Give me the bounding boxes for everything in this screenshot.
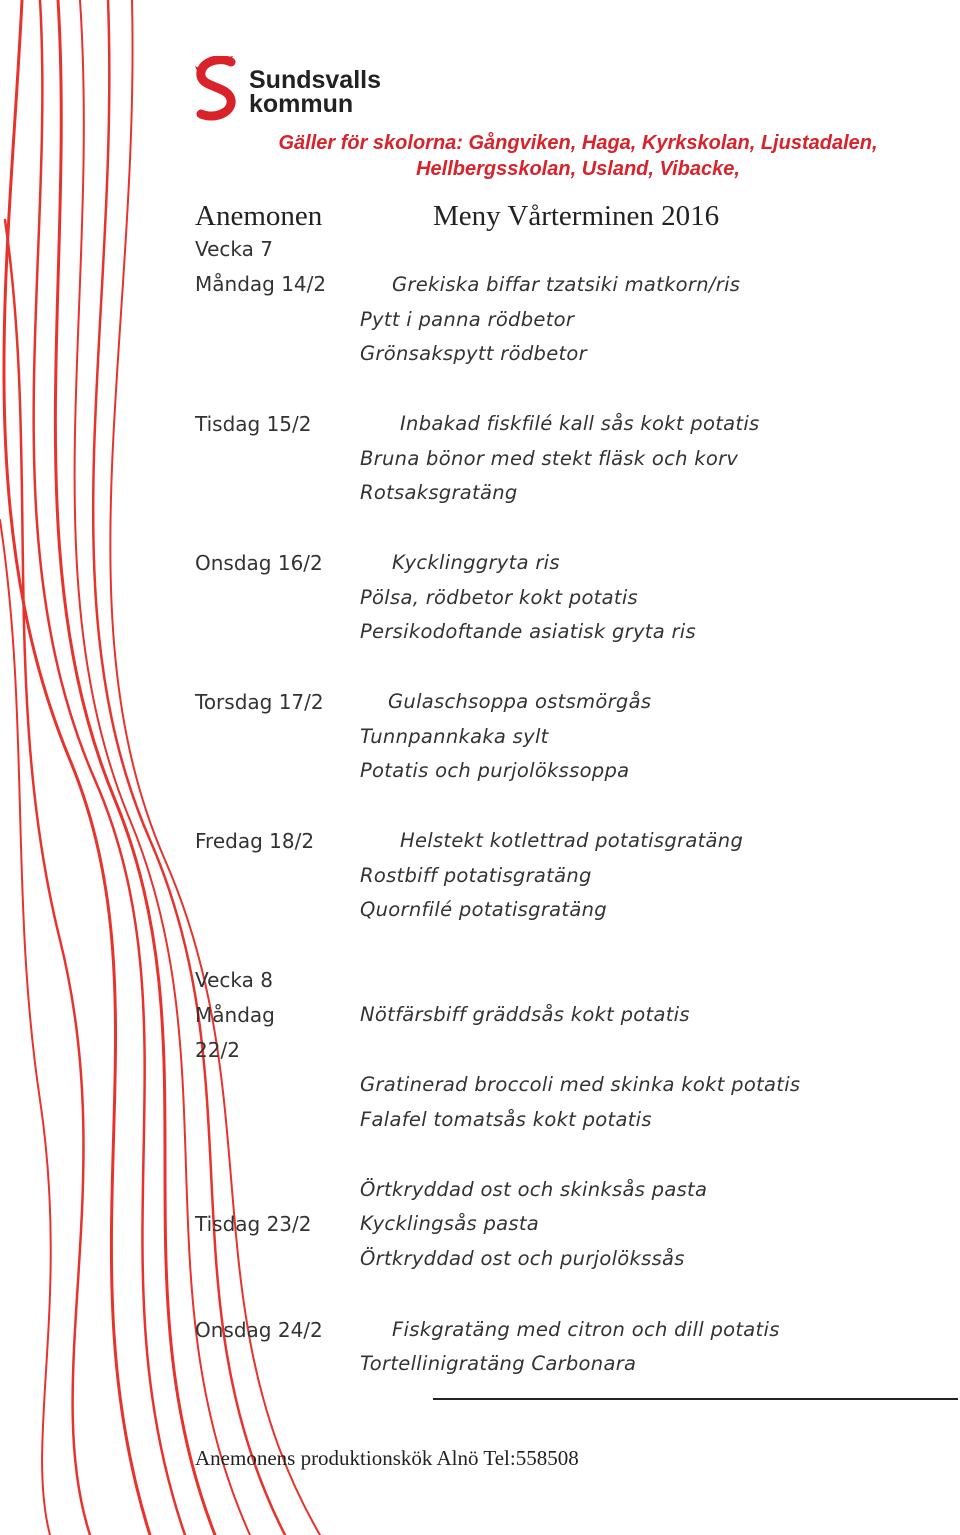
logo-line-2: kommun xyxy=(249,90,354,118)
ribbon-line xyxy=(55,0,215,1535)
dish: Persikodoftande asiatisk gryta ris xyxy=(360,620,696,643)
day-label: Tisdag 15/2 xyxy=(195,412,312,436)
day-label: Onsdag 16/2 xyxy=(195,551,323,575)
dish: Pytt i panna rödbetor xyxy=(360,308,575,331)
week-label: Vecka 7 xyxy=(195,237,273,261)
day-label: Fredag 18/2 xyxy=(195,829,315,853)
dish: Tunnpannkaka sylt xyxy=(360,725,549,748)
logo-wordmark xyxy=(249,68,381,116)
dish: Bruna bönor med stekt fläsk och korv xyxy=(360,447,739,470)
dragon-emblem-icon xyxy=(193,56,243,122)
dish: Rotsaksgratäng xyxy=(360,481,518,504)
day-label: Måndag 14/2 xyxy=(195,272,327,296)
dish: Falafel tomatsås kokt potatis xyxy=(360,1108,652,1131)
schools-notice: Gäller för skolorna: Gångviken, Haga, Kyrkskolan, Ljustadalen, Hellbergsskolan, Usland, Vibacke, xyxy=(278,132,878,180)
dish: Örtkryddad ost och skinksås pasta xyxy=(360,1178,708,1201)
week-label: Vecka 8 xyxy=(195,968,273,992)
day-label: Tisdag 23/2 xyxy=(195,1212,312,1236)
dish: Gratinerad broccoli med skinka kokt potatis xyxy=(360,1073,801,1096)
ribbon-line xyxy=(34,0,185,1535)
page-title: Meny Vårterminen 2016 xyxy=(433,200,720,232)
dish: Pölsa, rödbetor kokt potatis xyxy=(360,586,638,609)
sundsvalls-kommun-logo xyxy=(193,56,423,126)
dish: Grönsakspytt rödbetor xyxy=(360,342,587,365)
dish: Inbakad fiskfilé kall sås kokt potatis xyxy=(400,412,760,435)
dish: Grekiska biffar tzatsiki matkorn/ris xyxy=(392,273,741,296)
day-date: 22/2 xyxy=(195,1038,240,1062)
dish: Gulaschsoppa ostsmörgås xyxy=(388,690,652,713)
dish: Helstekt kotlettrad potatisgratäng xyxy=(400,829,744,852)
dish: Tortellinigratäng Carbonara xyxy=(360,1352,637,1375)
dish: Örtkryddad ost och purjolökssås xyxy=(360,1247,685,1270)
dish: Kycklinggryta ris xyxy=(392,551,560,574)
day-label: Onsdag 24/2 xyxy=(195,1318,323,1342)
day-label: Torsdag 17/2 xyxy=(195,690,324,714)
dish: Potatis och purjolökssoppa xyxy=(360,759,630,782)
logo-line-1: Sundsvalls xyxy=(249,66,381,94)
kitchen-name: Anemonen xyxy=(195,200,323,232)
day-label: Måndag xyxy=(195,1003,275,1027)
dish: Rostbiff potatisgratäng xyxy=(360,864,592,887)
dish: Kycklingsås pasta xyxy=(360,1212,540,1235)
dish: Fiskgratäng med citron och dill potatis xyxy=(392,1318,780,1341)
footer-contact: Anemonens produktionskök Alnö Tel:558508 xyxy=(195,1446,579,1470)
footer-divider xyxy=(433,1398,958,1400)
dish: Quornfilé potatisgratäng xyxy=(360,898,607,921)
dish: Nötfärsbiff gräddsås kokt potatis xyxy=(360,1003,690,1026)
